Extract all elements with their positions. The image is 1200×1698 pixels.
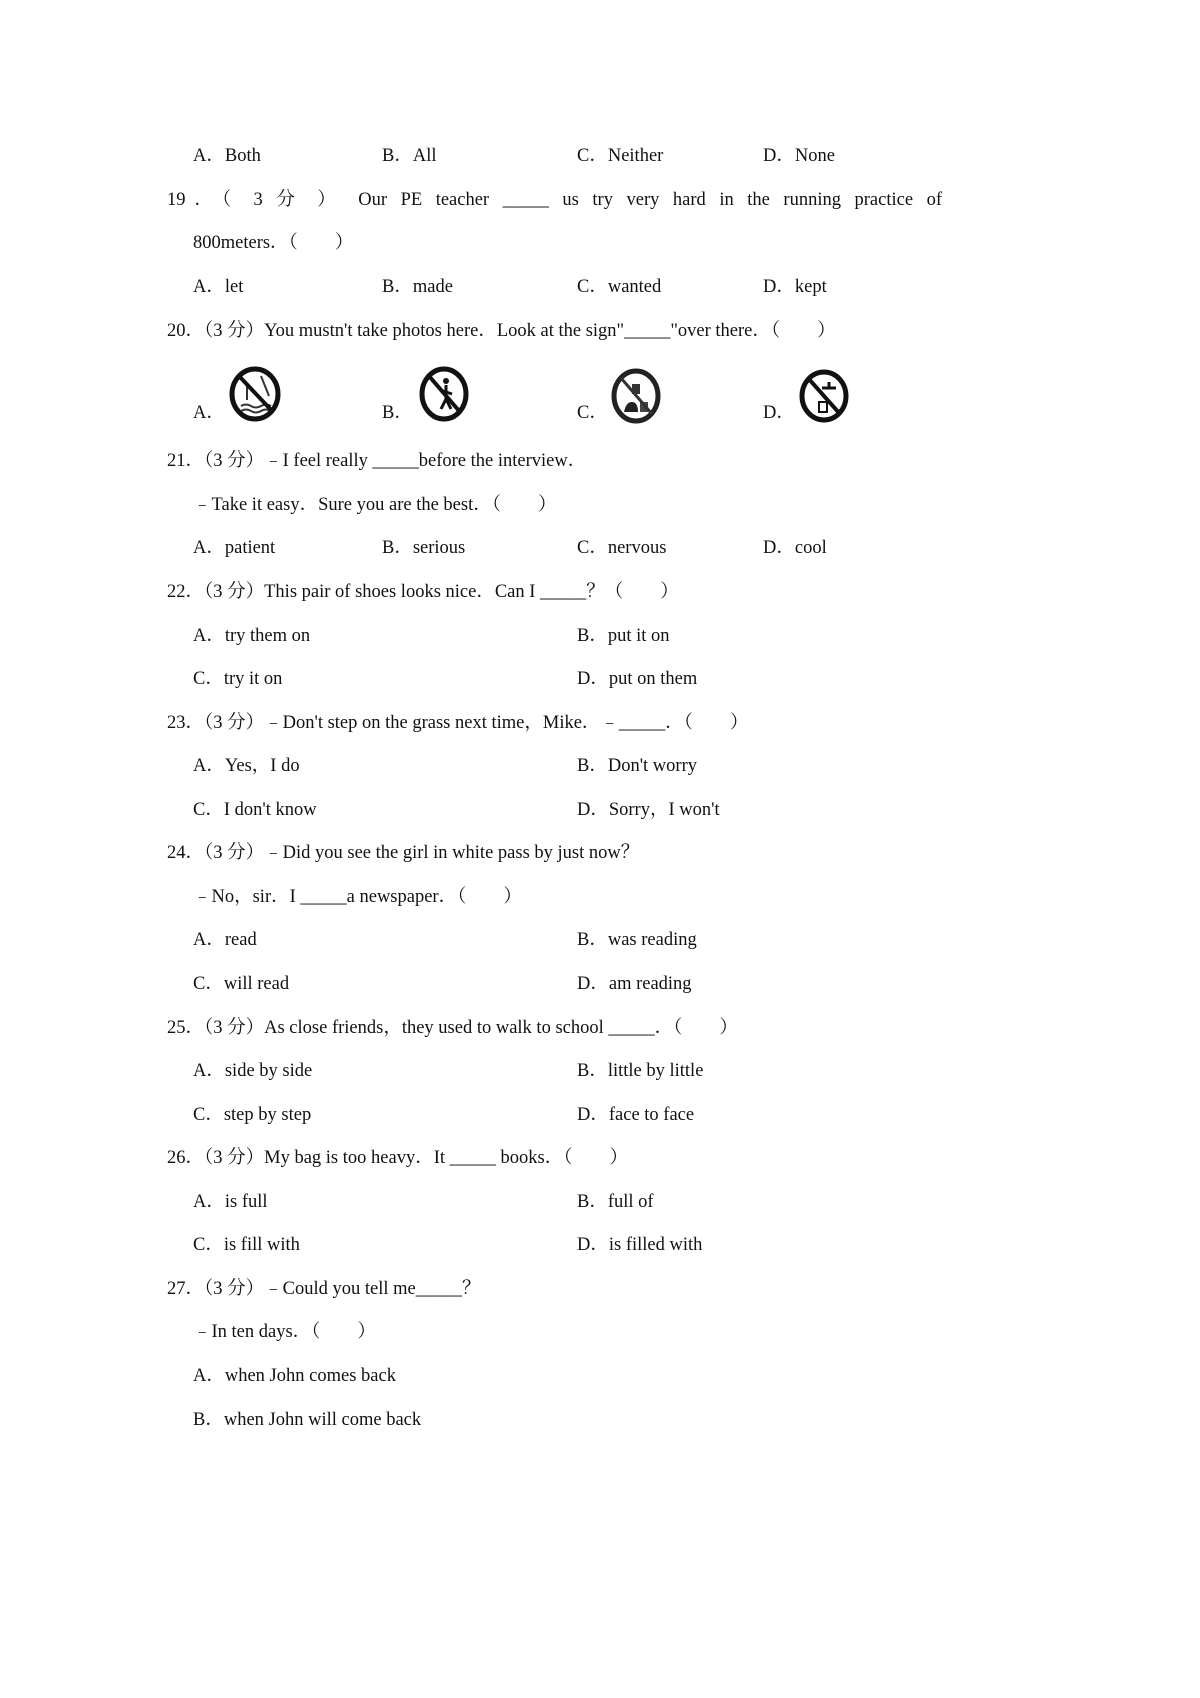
q24-option-d: D．am reading xyxy=(577,974,692,994)
q22-option-a: A．try them on xyxy=(193,626,311,646)
q23-option-b: B．Don't worry xyxy=(577,756,697,776)
q21-option-c: C．nervous xyxy=(577,538,667,558)
q23-stem: 23．（3 分）﹣Don't step on the grass next time，Mike．﹣_____．（ ） xyxy=(167,713,749,733)
q26-option-b: B．full of xyxy=(577,1192,654,1212)
q20-option-c: C． xyxy=(577,403,608,423)
q20-option-b: B． xyxy=(382,403,413,423)
no-pedestrians-sign-icon xyxy=(416,366,472,422)
q24-option-c: C．will read xyxy=(193,974,290,994)
q20-stem: 20．（3 分）You mustn't take photos here．Look at the sign"_____"over there．（ ） xyxy=(167,321,836,341)
q19-option-c: C．wanted xyxy=(577,277,662,297)
q25-option-c: C．step by step xyxy=(193,1105,312,1125)
no-fishing-sign-icon xyxy=(227,366,283,422)
q25-option-d: D．face to face xyxy=(577,1105,695,1125)
q27-option-b: B．when John will come back xyxy=(193,1410,422,1430)
q19-option-d: D．kept xyxy=(763,277,827,297)
no-water-tap-sign-icon xyxy=(796,368,852,424)
q20-option-d: D． xyxy=(763,403,795,423)
q22-option-c: C．try it on xyxy=(193,669,283,689)
q18-option-b: B．All xyxy=(382,146,437,166)
q19-stem-cont: 800meters．（ ） xyxy=(193,233,354,253)
q19-option-a: A．let xyxy=(193,277,244,297)
q26-option-c: C．is fill with xyxy=(193,1235,300,1255)
q21-stem: 21．（3 分）﹣I feel really _____before the interview． xyxy=(167,451,587,471)
q23-option-c: C．I don't know xyxy=(193,800,317,820)
no-littering-sign-icon xyxy=(608,368,664,424)
q27-option-a: A．when John comes back xyxy=(193,1366,396,1386)
q20-option-a: A． xyxy=(193,403,225,423)
q27-stem: 27．（3 分）﹣Could you tell me_____？ xyxy=(167,1279,481,1299)
q25-stem: 25．（3 分）As close friends，they used to walk to school _____．（ ） xyxy=(167,1018,738,1038)
q24-option-a: A．read xyxy=(193,930,257,950)
q27-stem-cont: ﹣In ten days．（ ） xyxy=(193,1322,376,1342)
q23-option-a: A．Yes，I do xyxy=(193,756,300,776)
q22-option-d: D．put on them xyxy=(577,669,698,689)
q21-option-a: A．patient xyxy=(193,538,276,558)
q21-stem-cont: ﹣Take it easy．Sure you are the best．（ ） xyxy=(193,495,557,515)
q18-option-a: A．Both xyxy=(193,146,261,166)
q24-stem: 24．（3 分）﹣Did you see the girl in white pass by just now？ xyxy=(167,843,640,863)
q25-option-a: A．side by side xyxy=(193,1061,313,1081)
q25-option-b: B．little by little xyxy=(577,1061,704,1081)
q23-option-d: D．Sorry，I won't xyxy=(577,800,720,820)
q19-stem: 19．（ 3 分 ） Our PE teacher _____ us try very hard in the running practice of xyxy=(167,190,942,210)
q22-stem: 22．（3 分）This pair of shoes looks nice．Can I _____？（ ） xyxy=(167,582,679,602)
q18-option-d: D．None xyxy=(763,146,835,166)
q19-option-b: B．made xyxy=(382,277,453,297)
q18-option-c: C．Neither xyxy=(577,146,664,166)
q21-option-d: D．cool xyxy=(763,538,827,558)
q26-option-a: A．is full xyxy=(193,1192,268,1212)
q24-stem-cont: ﹣No，sir．I _____a newspaper．（ ） xyxy=(193,887,522,907)
q21-option-b: B．serious xyxy=(382,538,466,558)
q26-option-d: D．is filled with xyxy=(577,1235,703,1255)
q22-option-b: B．put it on xyxy=(577,626,670,646)
q24-option-b: B．was reading xyxy=(577,930,697,950)
q26-stem: 26．（3 分）My bag is too heavy．It _____ books．（ ） xyxy=(167,1148,628,1168)
